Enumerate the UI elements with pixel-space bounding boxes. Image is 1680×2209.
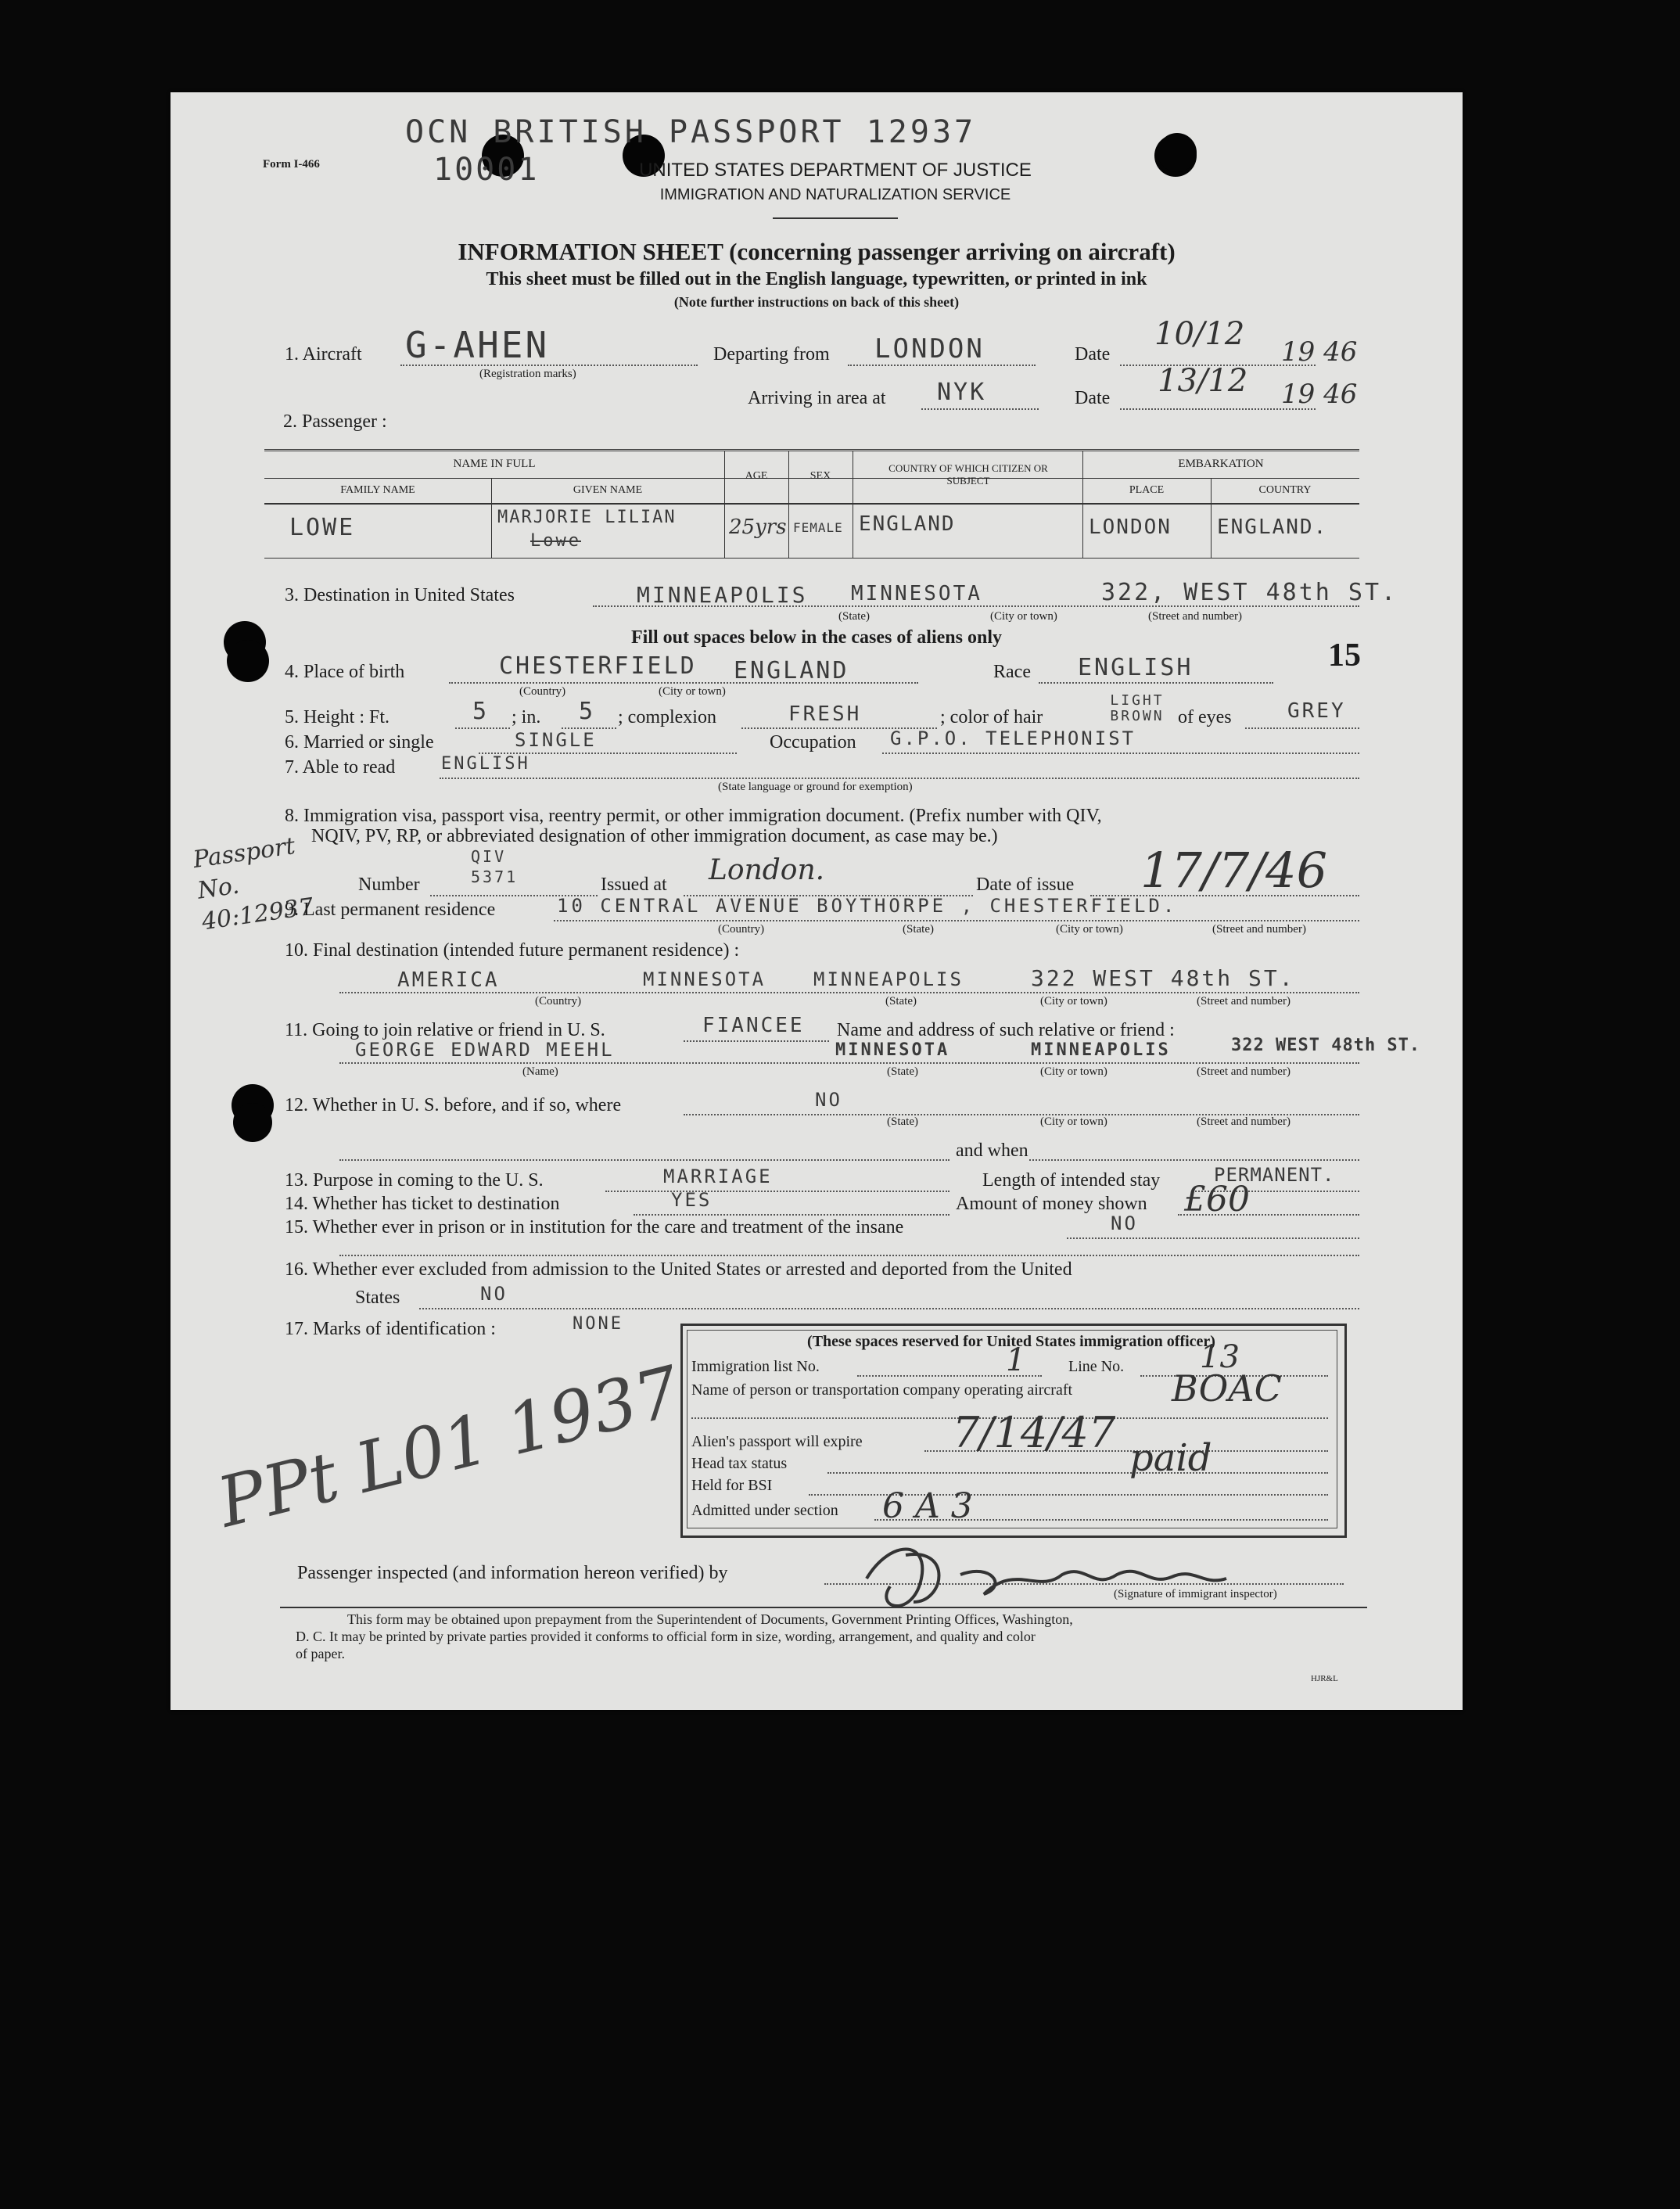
departure-date-label: Date [1075,344,1111,365]
final-country: AMERICA [397,968,500,992]
read-label: 7. Able to read [285,757,396,778]
race-line [1039,682,1273,684]
married-label: 6. Married or single [285,732,434,752]
form-sheet [171,92,1463,1710]
footer-text-3: of paper. [296,1646,345,1661]
final-country-caption: (Country) [535,995,582,1008]
issue-date-label: Date of issue [976,875,1075,895]
birth-country-caption: (Country) [519,685,566,698]
printer-mark: HJR&L [1311,1674,1338,1683]
purpose-line [605,1191,949,1192]
married-value: SINGLE [515,729,597,751]
final-street: 322 WEST 48th ST. [1031,965,1295,991]
occupation-label: Occupation [770,732,856,752]
stay-value: PERMANENT. [1214,1164,1335,1186]
footer-rule [280,1607,1367,1608]
departure-year: 19 46 [1281,336,1358,368]
read-caption: (State language or ground for exemption) [718,781,913,793]
destination-state: MINNEAPOLIS [637,582,808,608]
read-line [440,778,1359,779]
place-header: PLACE [1129,484,1165,496]
final-state-caption: (State) [885,995,917,1008]
residence-state-caption: (State) [903,923,934,936]
join-state: MINNESOTA [835,1040,950,1060]
join-relation-line [684,1040,829,1042]
citizen-country-header: COUNTRY OF WHICH CITIZEN OR SUBJECT [888,462,1048,487]
passenger-label: 2. Passenger : [283,411,387,432]
table-col-divider [788,451,789,558]
visa-line-1: 8. Immigration visa, passport visa, reentry permit, or other immigration document. (Prefix number with QIV, [285,806,1102,826]
passenger-table [264,449,1359,559]
embarkation-header: EMBARKATION [1178,458,1264,470]
eyes-line [1245,727,1359,729]
residence-country-caption: (Country) [718,923,765,936]
join-relation: FIANCEE [702,1014,805,1037]
excluded-label: 16. Whether ever excluded from admission to the United States or arrested and deported from the United [285,1259,1072,1280]
tax-value: paid [1129,1436,1212,1480]
table-rule [264,503,1359,505]
occupation-line [882,752,1359,754]
occupation-value: G.P.O. TELEPHONIST [890,727,1136,749]
height-in-label: ; in. [512,707,541,727]
race-label: Race [993,662,1031,682]
departing-label: Departing from [713,344,830,365]
destination-street-caption: (Street and number) [1148,610,1242,623]
header-rule [773,217,898,219]
residence-street-caption: (Street and number) [1212,923,1306,936]
embarkation-country-header: COUNTRY [1258,484,1312,496]
footer-text-1: This form may be obtained upon prepayment from the Superintendent of Documents, Government Printing Offices, Washington, [347,1611,1073,1627]
margin-passport-note: Passport No. 40:12937 [191,832,316,936]
arriving-line [921,408,1039,410]
arriving-value: NYK [937,379,987,406]
destination-label: 3. Destination in United States [285,585,515,605]
family-name-value: LOWE [289,514,356,541]
inspected-label: Passenger inspected (and information hereon verified) by [297,1563,728,1583]
list-no-value: 1 [1006,1342,1026,1378]
arrival-date-label: Date [1075,388,1111,408]
citizen-country-value: ENGLAND [859,512,956,536]
birth-city: ENGLAND [734,657,849,684]
registration-caption: (Registration marks) [479,368,576,380]
height-ft-line [455,727,510,729]
final-street-caption: (Street and number) [1197,995,1291,1008]
issued-value: London. [709,854,825,886]
final-city: MINNEAPOLIS [813,968,964,990]
before-where-line [339,1159,949,1161]
punch-hole [1158,133,1197,172]
before-value: NO [815,1089,842,1111]
page-number: 15 [1328,638,1361,673]
handwritten-header-note: OCN BRITISH PASSPORT 12937 [405,114,977,150]
departure-date: 10/12 [1154,316,1245,352]
visa-line-2: NQIV, PV, RP, or abbreviated designation of other immigration document, as case may be.) [311,826,998,846]
before-street-caption: (Street and number) [1197,1115,1291,1128]
join-name-label: Name and address of such relative or friend : [837,1020,1175,1040]
form-subtitle: This sheet must be filled out in the English language, typewritten, or printed in ink [486,269,1147,289]
family-name-header: FAMILY NAME [340,484,415,496]
join-state-caption: (State) [887,1065,918,1078]
ticket-line [634,1214,949,1216]
birth-city-caption: (City or town) [659,685,726,698]
join-address-line [339,1062,1359,1064]
hair-label: ; color of hair [940,707,1043,727]
admitted-value: 6 A 3 [882,1486,973,1526]
destination-city: MINNESOTA [851,582,982,605]
stay-label: Length of intended stay [982,1170,1161,1191]
excluded-value: NO [480,1283,508,1305]
table-col-divider [724,451,725,558]
height-feet: 5 [472,698,490,725]
destination-city-caption: (City or town) [990,610,1057,623]
issued-label: Issued at [601,875,667,895]
age-value: 25yrs [729,515,787,539]
residence-city-caption: (City or town) [1056,923,1123,936]
destination-state-caption: (State) [838,610,870,623]
list-no-label: Immigration list No. [691,1358,820,1375]
join-name-caption: (Name) [522,1065,558,1078]
final-destination-label: 10. Final destination (intended future permanent residence) : [285,940,740,961]
money-label: Amount of money shown [956,1194,1147,1214]
eyes-value: GREY [1287,699,1346,723]
admitted-label: Admitted under section [691,1502,838,1519]
aircraft-value: G-AHEN [405,324,550,366]
punch-hole [233,1103,272,1142]
ticket-value: YES [671,1189,713,1211]
hair-value: LIGHT BROWN [1110,692,1165,724]
residence-line [554,920,1359,921]
sex-value: FEMALE [793,520,843,535]
line-no-value: 13 [1200,1339,1240,1375]
complexion-label: ; complexion [618,707,716,727]
excluded-label-2: States [355,1288,400,1308]
destination-street: 322, WEST 48th ST. [1101,579,1398,606]
tax-label: Head tax status [691,1455,788,1472]
form-note: (Note further instructions on back of this sheet) [673,294,960,310]
final-state: MINNESOTA [643,968,766,990]
arrival-year: 19 46 [1281,379,1358,410]
prison-line [1067,1237,1359,1239]
join-name: GEORGE EDWARD MEEHL [355,1039,615,1061]
read-value: ENGLISH [441,754,530,774]
before-city-caption: (City or town) [1040,1115,1107,1128]
given-name-value: MARJORIE LILIAN [497,508,677,527]
form-title: INFORMATION SHEET (concerning passenger arriving on aircraft) [458,238,1176,265]
join-label: 11. Going to join relative or friend in U. S. [285,1020,605,1040]
given-name-header: GIVEN NAME [573,484,643,496]
join-street: 322 WEST 48th ST. [1231,1036,1421,1055]
sex-header: SEX [809,470,831,482]
birth-label: 4. Place of birth [285,662,405,682]
margin-scrawl: PPt L01 1937 [210,1350,688,1543]
handwritten-header-number: 10001 [433,152,540,188]
join-street-caption: (Street and number) [1197,1065,1291,1078]
aliens-heading: Fill out spaces below in the cases of aliens only [630,627,1002,648]
expire-value: 7/14/47 [953,1408,1116,1457]
expire-label: Alien's passport will expire [691,1433,863,1450]
ticket-label: 14. Whether has ticket to destination [285,1194,560,1214]
service-name: IMMIGRATION AND NATURALIZATION SERVICE [659,186,1011,203]
footer-text-2: D. C. It may be printed by private parties provided it conforms to official form in size, wording, arrangement, and quality and color [296,1629,1036,1644]
residence-value: 10 CENTRAL AVENUE BOYTHORPE , CHESTERFIELD. [557,895,1178,917]
when-line [1029,1159,1359,1161]
final-destination-line [339,992,1359,993]
purpose-value: MARRIAGE [663,1166,773,1187]
marks-value: NONE [573,1314,623,1334]
race-value: ENGLISH [1078,654,1194,681]
line-no-label: Line No. [1068,1358,1125,1375]
age-header: AGE [745,470,768,482]
departing-value: LONDON [874,333,985,365]
embarkation-place-value: LONDON [1089,515,1172,539]
excluded-line [419,1308,1359,1309]
officer-heading: (These spaces reserved for United States immigration officer) [807,1333,1215,1350]
before-label: 12. Whether in U. S. before, and if so, where [285,1095,622,1115]
visa-number: QIV 5371 [471,847,519,886]
join-city-caption: (City or town) [1040,1065,1107,1078]
tax-line [827,1472,1328,1474]
department-name: UNITED STATES DEPARTMENT OF JUSTICE [639,160,1032,181]
when-label: and when [956,1140,1028,1161]
company-label: Name of person or transportation company operating aircraft [691,1381,1073,1399]
departing-line [848,365,1036,366]
birth-country: CHESTERFIELD [499,652,697,680]
name-in-full-header: NAME IN FULL [453,458,536,470]
height-label: 5. Height : Ft. [285,707,390,727]
purpose-label: 13. Purpose in coming to the U. S. [285,1170,544,1191]
join-city: MINNEAPOLIS [1031,1040,1171,1060]
prison-line-2 [339,1255,1359,1256]
marks-label: 17. Marks of identification : [285,1319,496,1339]
height-inches: 5 [579,698,596,725]
eyes-label: of eyes [1178,707,1232,727]
arrival-date: 13/12 [1158,363,1248,399]
final-city-caption: (City or town) [1040,995,1107,1008]
bsi-label: Held for BSI [691,1477,773,1494]
inspector-signature [859,1532,1265,1618]
aircraft-label: 1. Aircraft [285,344,362,365]
embarkation-country-value: ENGLAND. [1217,515,1328,539]
visa-number-label: Number [358,875,420,895]
complexion-value: FRESH [788,702,862,726]
signature-caption: (Signature of immigrant inspector) [1114,1588,1277,1600]
company-value: BOAC [1172,1367,1282,1410]
prison-label: 15. Whether ever in prison or in institution for the care and treatment of the insane [285,1217,904,1237]
money-value: £60 [1184,1180,1250,1219]
residence-label: 9. Last permanent residence [285,900,496,920]
form-number: Form I-466 [263,158,320,171]
prison-value: NO [1111,1212,1138,1234]
arriving-label: Arriving in area at [748,388,886,408]
given-name-struck: Lowe [530,531,581,551]
before-state-caption: (State) [887,1115,918,1128]
issue-date: 17/7/46 [1140,842,1328,899]
